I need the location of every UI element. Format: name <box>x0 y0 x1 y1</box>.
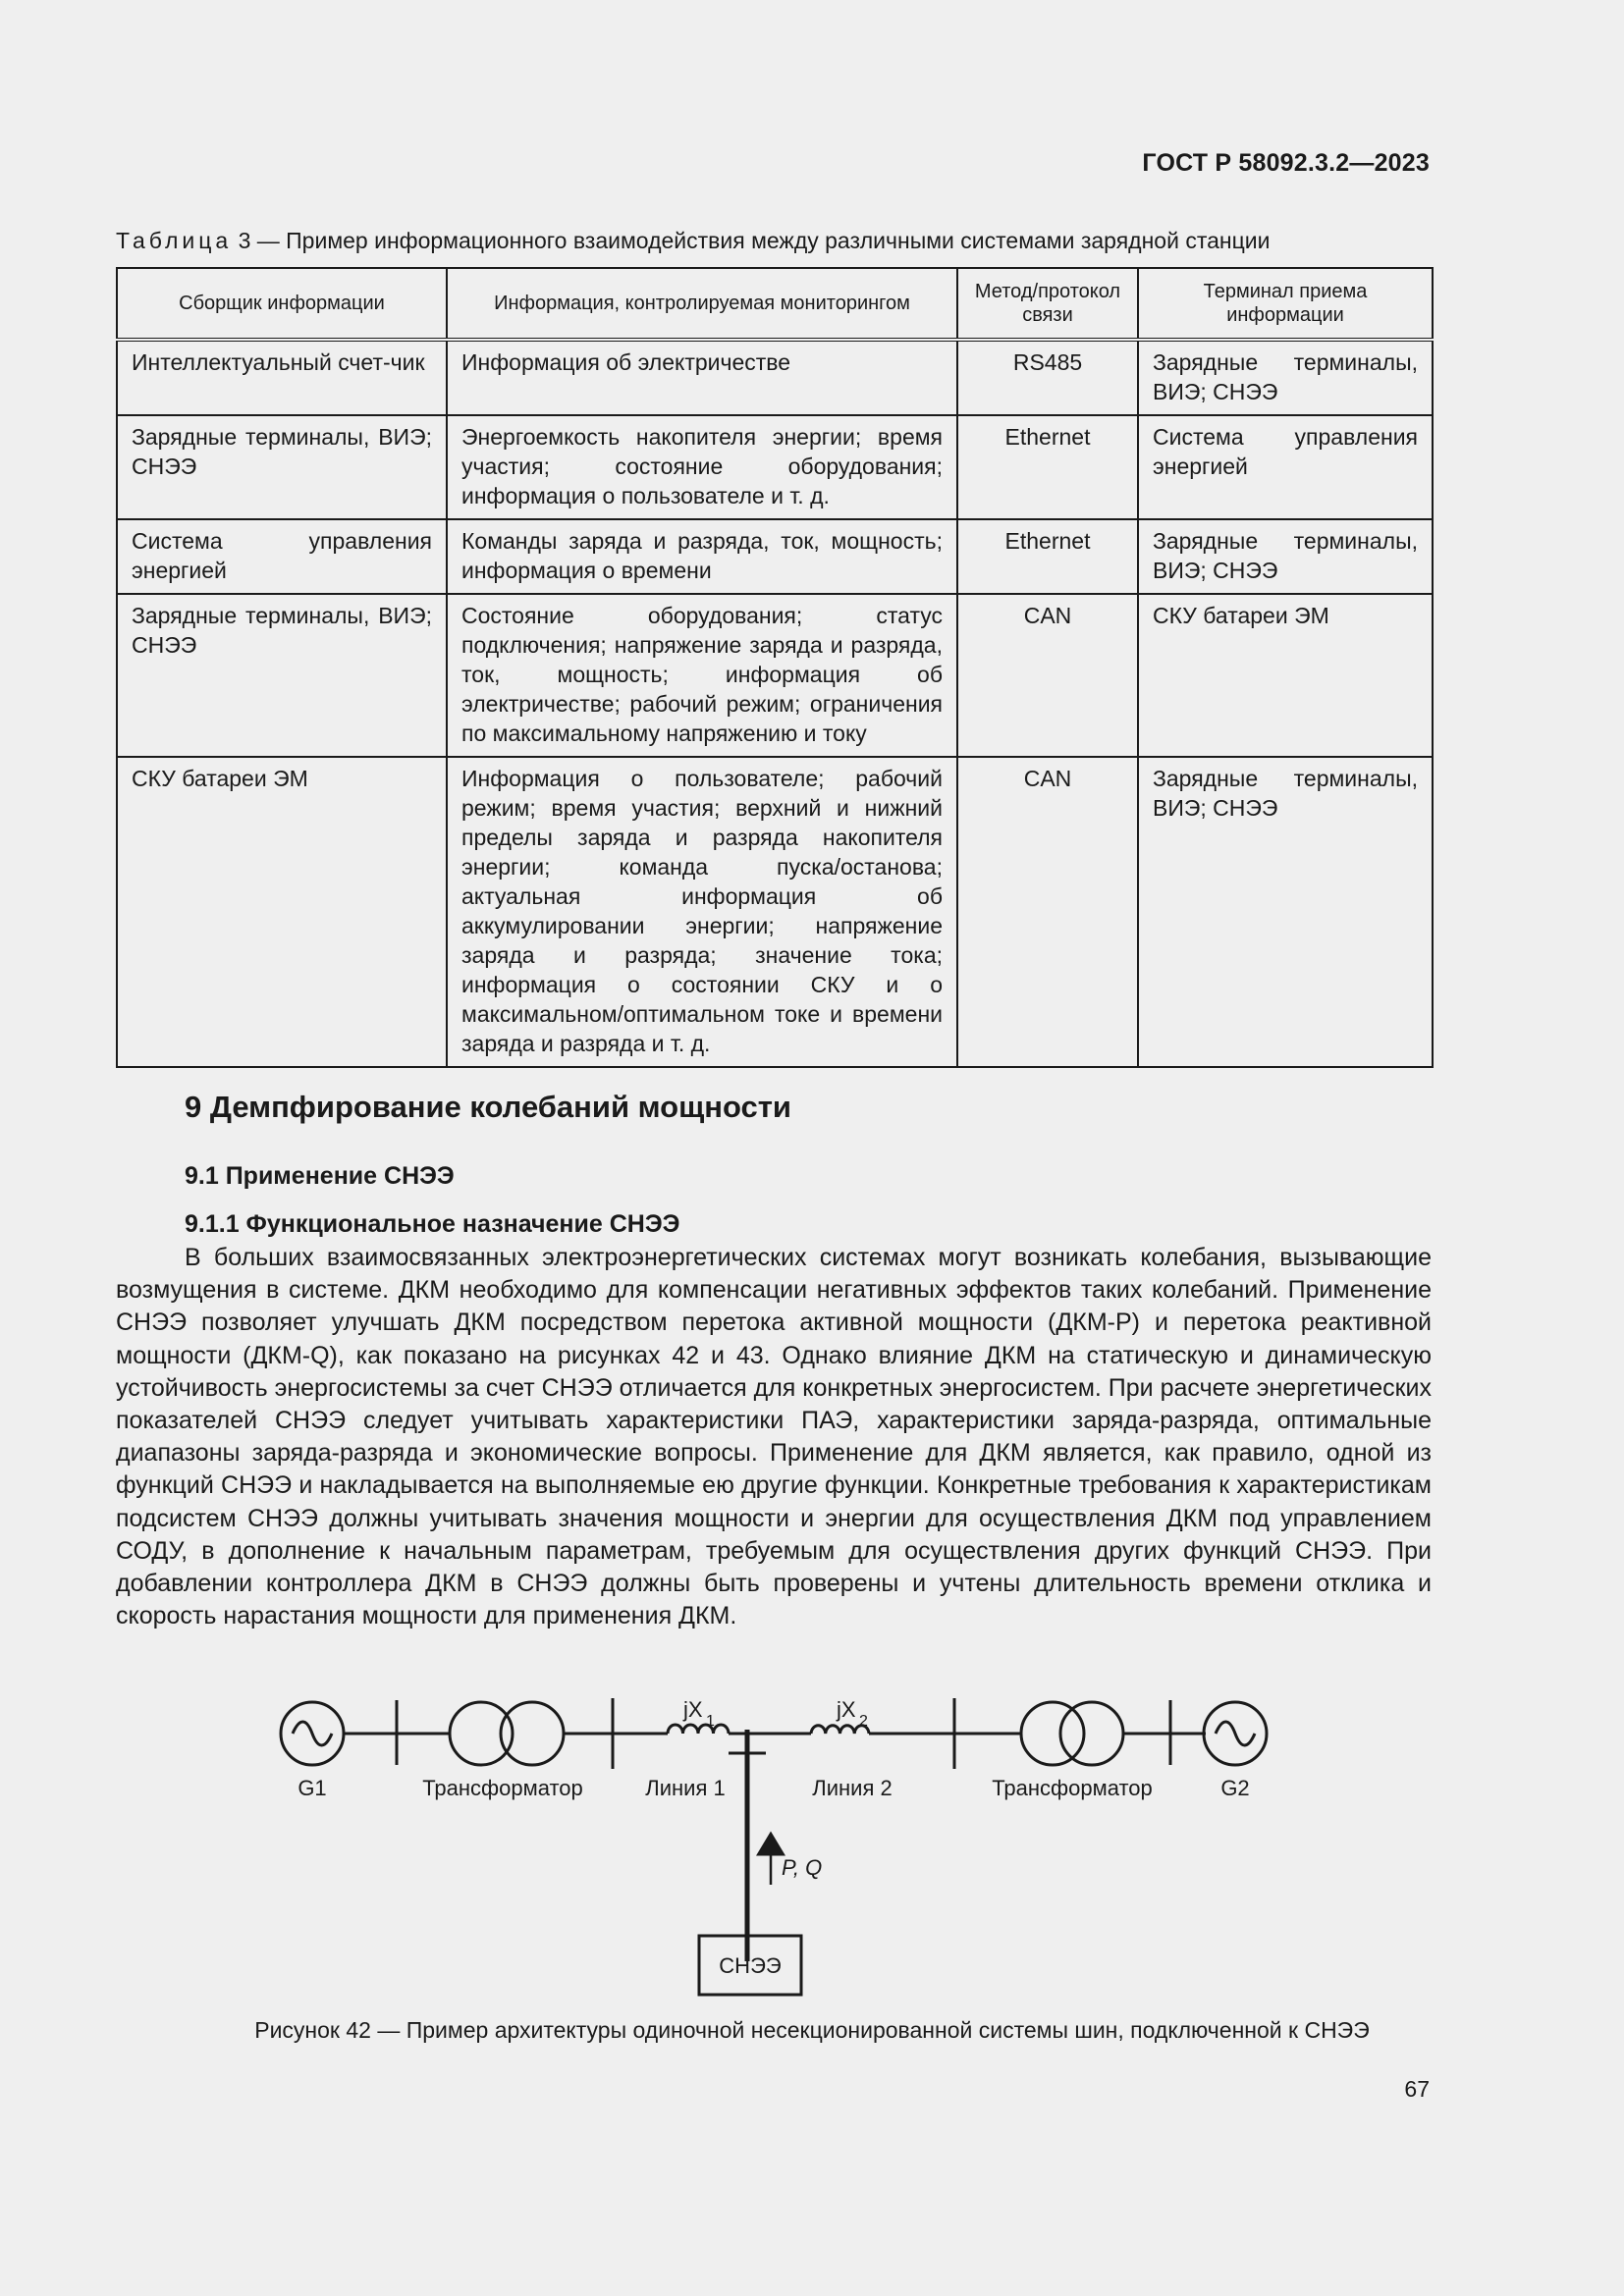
info-exchange-table <box>116 267 1434 1068</box>
column-header: Терминал приема информации <box>1138 268 1433 340</box>
table-row <box>117 594 1433 757</box>
inductor-jx1-icon <box>668 1725 729 1734</box>
table-header-row <box>117 268 1433 340</box>
table-row <box>117 340 1433 415</box>
label-transformer-left: Трансформатор <box>422 1776 583 1800</box>
table-caption-text: 3 — Пример информационного взаимодействия между различными системами зарядной станции <box>238 228 1271 253</box>
column-header: Информация, контролируемая мониторингом <box>447 268 957 340</box>
label-pq: P, Q <box>782 1855 823 1880</box>
table-cell: Информация об электричестве <box>447 340 957 415</box>
label-jx2: jX <box>837 1697 856 1722</box>
label-jx1-sub: 1 <box>706 1713 715 1730</box>
label-transformer-right: Трансформатор <box>992 1776 1153 1800</box>
transformer-right-icon <box>1021 1702 1123 1765</box>
table-cell: СКУ батареи ЭМ <box>117 757 447 1067</box>
table-cell: Интеллектуальный счет-чик <box>117 340 447 415</box>
table-cell: Энергоемкость накопителя энергии; время участия; состояние оборудования; информация о пользователе и т. д. <box>447 415 957 519</box>
column-header: Сборщик информации <box>117 268 447 340</box>
generator-g1-icon <box>281 1702 344 1765</box>
table-cell: RS485 <box>957 340 1138 415</box>
column-header: Метод/протокол связи <box>957 268 1138 340</box>
table-cell: Команды заряда и разряда, ток, мощность; информация о времени <box>447 519 957 594</box>
label-line2: Линия 2 <box>812 1776 893 1800</box>
table-cell: Состояние оборудования; статус подключения; напряжение заряда и разряда, ток, мощность; информация об электричестве; рабочий режим; ограничения по максимальному напряжению и току <box>447 594 957 757</box>
table-cell: CAN <box>957 594 1138 757</box>
document-id: ГОСТ Р 58092.3.2—2023 <box>1142 149 1430 177</box>
label-g2: G2 <box>1220 1776 1250 1800</box>
table-row <box>117 415 1433 519</box>
table-cell: Ethernet <box>957 415 1138 519</box>
table-cell: Зарядные терминалы, ВИЭ; СНЭЭ <box>1138 340 1433 415</box>
body-paragraph: В больших взаимосвязанных электроэнергетических системах могут возникать колебания, вызывающие возмущения в системе. ДКМ необходимо для компенсации негативных эффектов таких колебаний. Применение СНЭЭ позволяет улучшать ДКМ посредством перетока активной мощности (ДКМ-P) и перетока реактивной мощности (ДКМ-Q), как показано на рисунках 42 и 43. Однако влияние ДКМ на статическую и динамическую устойчивость энергосистемы за счет СНЭЭ отличается для конкретных энергосистем. При расчете энергетических показателей СНЭЭ следует учитывать характеристики ПАЭ, характеристики заряда-разряда, оптимальные диапазоны заряда-разряда и экономические вопросы. Применение для ДКМ является, как правило, одной из функций СНЭЭ и накладывается на выполняемые ею другие функции. Конкретные требования к характеристикам подсистем СНЭЭ должны учитывать значения мощности и энергии для осуществления ДКМ под управлением СОДУ, в дополнение к начальным параметрам, требуемым для осуществления других функций СНЭЭ. При добавлении контроллера ДКМ в СНЭЭ должны быть проверены и учтены длительность времени отклика и скорость нарастания мощности для применения ДКМ. <box>116 1244 1432 1630</box>
table-cell: Зарядные терминалы, ВИЭ; СНЭЭ <box>117 415 447 519</box>
table-caption <box>116 228 1432 254</box>
table-cell: Информация о пользователе; рабочий режим; время участия; верхний и нижний пределы заряда и разряда накопителя энергии; команда пуска/останова; актуальная информация об аккумулировании энергии; напряжение заряда и разряда; значение тока; информация о состоянии СКУ и о максимальном/оптимальном токе и времени заряда и разряда и т. д. <box>447 757 957 1067</box>
figure-caption: Рисунок 42 — Пример архитектуры одиночной несекционированной системы шин, подключенной к СНЭЭ <box>254 2017 1370 2043</box>
label-snee: СНЭЭ <box>719 1953 782 1978</box>
label-jx2-sub: 2 <box>859 1713 868 1730</box>
label-line1: Линия 1 <box>645 1776 726 1800</box>
subsubsection-heading: 9.1.1 Функциональное назначение СНЭЭ <box>185 1210 680 1238</box>
table-cell: Система управления энергией <box>117 519 447 594</box>
label-jx1: jX <box>683 1697 703 1722</box>
table-cell: Зарядные терминалы, ВИЭ; СНЭЭ <box>1138 519 1433 594</box>
table-cell: СКУ батареи ЭМ <box>1138 594 1433 757</box>
table-caption-label: Таблица <box>116 228 233 253</box>
table-row <box>117 757 1433 1067</box>
subsection-heading: 9.1 Применение СНЭЭ <box>185 1162 455 1190</box>
transformer-left-icon <box>450 1702 564 1765</box>
page-number: 67 <box>1404 2076 1430 2102</box>
table-cell: Зарядные терминалы, ВИЭ; СНЭЭ <box>1138 757 1433 1067</box>
table-cell: Зарядные терминалы, ВИЭ; СНЭЭ <box>117 594 447 757</box>
label-g1: G1 <box>298 1776 327 1800</box>
table-cell: Система управления энергией <box>1138 415 1433 519</box>
section-heading: 9 Демпфирование колебаний мощности <box>185 1090 791 1124</box>
table-cell: CAN <box>957 757 1138 1067</box>
table-cell: Ethernet <box>957 519 1138 594</box>
generator-g2-icon <box>1204 1702 1267 1765</box>
single-line-diagram <box>0 1669 1624 2002</box>
table-row <box>117 519 1433 594</box>
